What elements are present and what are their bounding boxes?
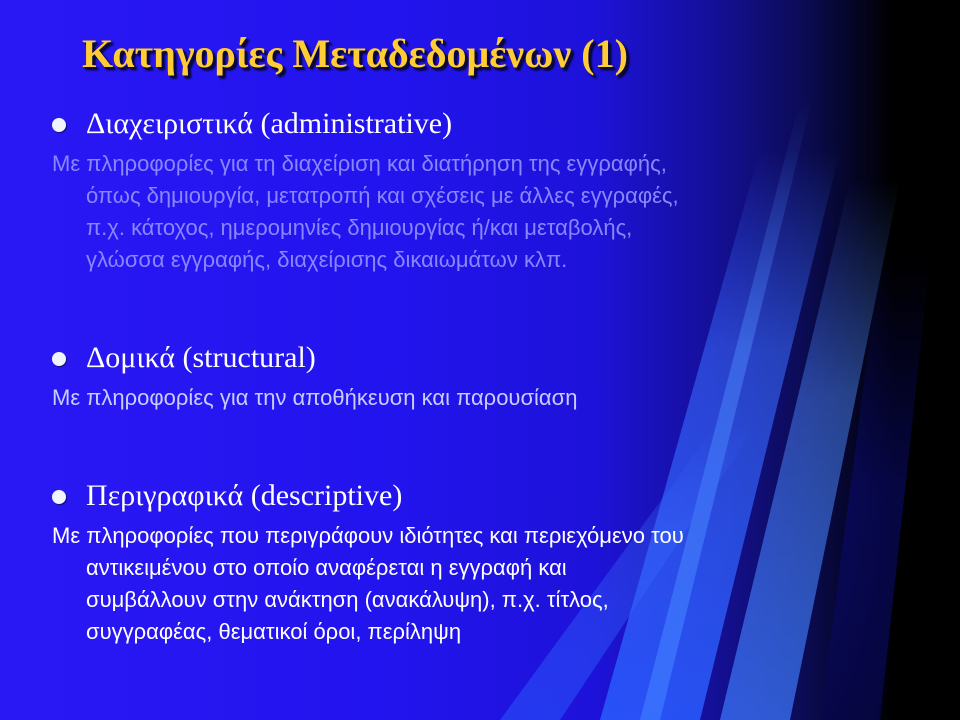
- section-descriptive: [0, 478, 960, 648]
- section-heading: Διαχειριστικά (administrative): [86, 107, 453, 140]
- section-heading: Περιγραφικά (descriptive): [86, 479, 403, 512]
- section-heading-row: [0, 340, 960, 376]
- section-administrative: [0, 106, 960, 276]
- body-line: συγγραφέας, θεματικοί όροι, περίληψη: [86, 619, 462, 644]
- section-heading: Δομικά (structural): [86, 341, 316, 374]
- bullet-icon: [52, 118, 66, 132]
- section-body: [0, 382, 960, 414]
- body-line: αντικειμένου στο οποίο αναφέρεται η εγγραφή και: [86, 555, 567, 580]
- body-line: π.χ. κάτοχος, ημερομηνίες δημιουργίας ή/και μεταβολής,: [86, 215, 633, 240]
- section-heading-row: [0, 106, 960, 142]
- section-body: [0, 520, 960, 648]
- body-line: συμβάλλουν στην ανάκτηση (ανακάλυψη), π.χ. τίτλος,: [86, 587, 609, 612]
- body-line: γλώσσα εγγραφής, διαχείρισης δικαιωμάτων κλπ.: [86, 247, 568, 272]
- body-line: Με πληροφορίες που περιγράφουν ιδιότητες και περιεχόμενο του: [52, 523, 684, 548]
- section-heading-row: [0, 478, 960, 514]
- bullet-icon: [52, 490, 66, 504]
- body-line: Με πληροφορίες για τη διαχείριση και διατήρηση της εγγραφής,: [52, 151, 667, 176]
- body-line: Με πληροφορίες για την αποθήκευση και παρουσίαση: [52, 385, 578, 410]
- section-body: [0, 148, 960, 276]
- section-structural: [0, 340, 960, 414]
- slide-title: Κατηγορίες Μεταδεδομένων (1): [82, 31, 628, 76]
- bullet-icon: [52, 352, 66, 366]
- body-line: όπως δημιουργία, μετατροπή και σχέσεις με άλλες εγγραφές,: [86, 183, 679, 208]
